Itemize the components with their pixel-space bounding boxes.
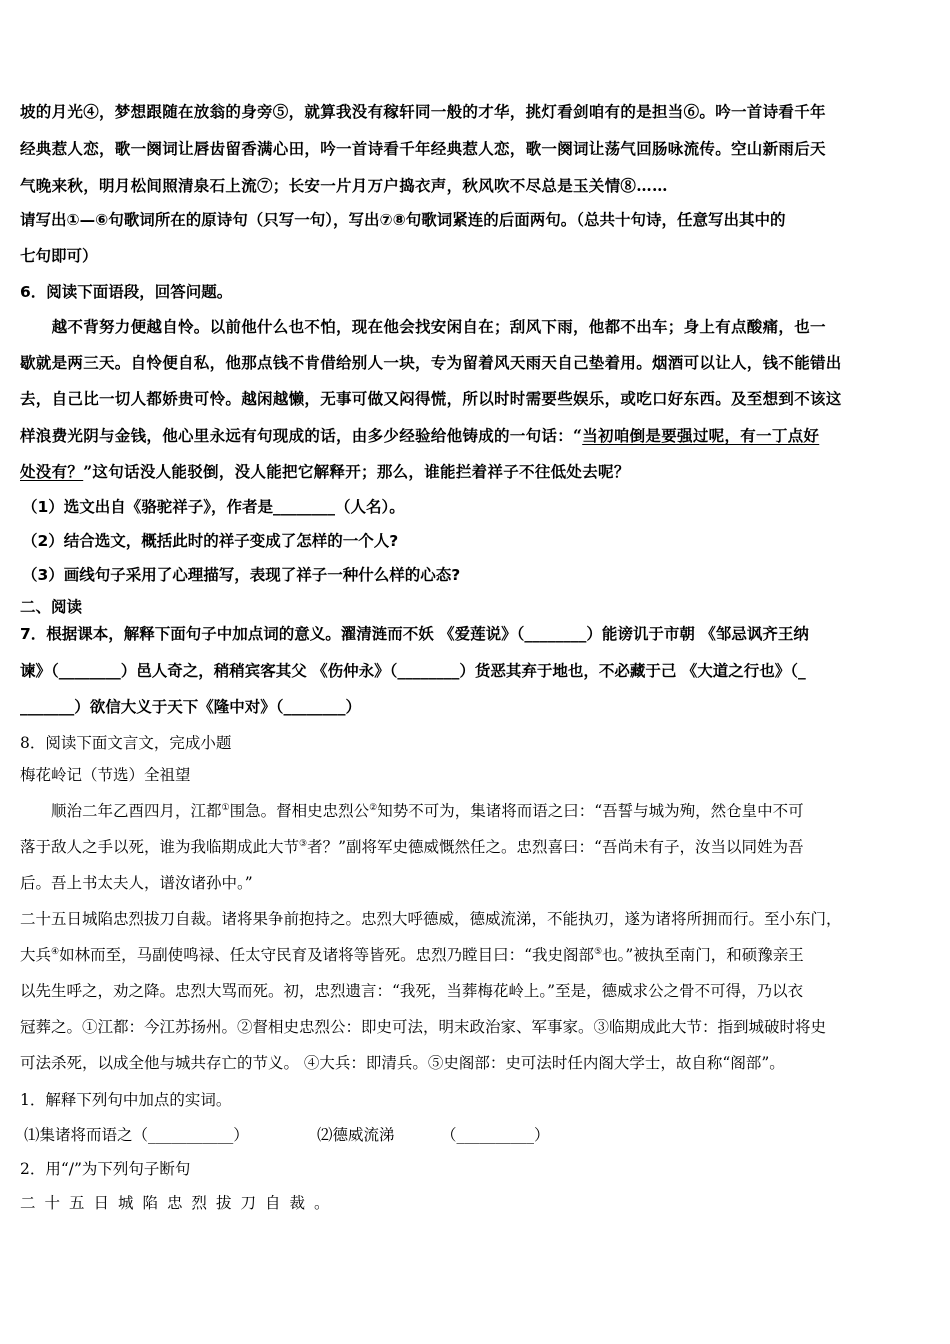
q8-passage-line-1	[20, 801, 804, 821]
q6-passage-text: ”这句话没人能驳倒，没人能把它解释开；那么，谁能拦着祥子不往低处去呢？	[83, 462, 630, 481]
q6-title: 6．阅读下面语段，回答问题。	[20, 283, 233, 301]
q8-text: 也。”被执至南门，和硕豫亲王	[602, 946, 804, 964]
q7-line-3: _______）欲信大义于天下《隆中对》（________）	[20, 698, 362, 716]
q6-underlined-sentence-part2: 处没有？	[20, 462, 84, 481]
q8-passage-line-5	[20, 945, 804, 965]
footnote-mark-2: ②	[369, 803, 378, 813]
q8-subquestion-1a: ⑴集诸将而语之（___________）	[24, 1126, 249, 1144]
q6-passage-text: 样浪费光阴与金钱，他心里永远有句现成的话，由多少经验给他铸成的一句话：“	[20, 426, 583, 445]
q6-passage-line-2: 歇就是两三天。自怜便自私，他那点钱不肯借给别人一块，专为留着风天雨天自己垫着用。烟酒可以让人，钱不能错出	[20, 353, 842, 372]
q8-subquestion-2-sentence: 二十五日城陷忠烈拔刀自裁。	[20, 1194, 339, 1212]
q6-subquestion-2: （2）结合选文，概括此时的祥子变成了怎样的一个人?	[22, 532, 399, 550]
lyrics-line-2: 经典惹人恋，歌一阕词让唇齿留香满心田，吟一首诗看千年经典惹人恋，歌一阕词让荡气回肠咏流传。空山新雨后天	[20, 139, 826, 158]
q6-passage-line-1: 越不背努力便越自怜。以前他什么也不怕，现在他会找安闲自在；刮风下雨，他都不出车；身上有点酸痛，也一	[20, 317, 826, 336]
q8-footnotes-line-1: 冠葬之。①江都：今江苏扬州。②督相史忠烈公：即史可法，明末政治家、军事家。③临期成此大节：指到城破时将史	[20, 1018, 827, 1036]
q8-subquestion-1b: ⑵德威流涕	[317, 1126, 395, 1144]
q6-passage-line-5	[20, 462, 630, 482]
q8-text: 者？”副将军史德威慨然任之。忠烈喜曰：“吾尚未有子，汝当以同姓为吾	[307, 838, 804, 856]
footnote-mark-5: ⑤	[594, 947, 603, 957]
q8-footnotes-line-2: 可法杀死，以成全他与城共存亡的节义。 ④大兵：即清兵。⑤史阁部：史可法时任内阁大学士，故自称“阁部”。	[20, 1054, 785, 1072]
q6-passage-line-4	[20, 426, 819, 446]
lyrics-line-3: 气晚来秋，明月松间照清泉石上流⑦；长安一片月万户捣衣声，秋风吹不尽总是玉关情⑧……	[20, 176, 668, 195]
q6-underlined-sentence-part1: 当初咱倒是要强过呢，有一丁点好	[582, 426, 820, 445]
lyrics-instruction-line-1: 请写出①—⑥句歌词所在的原诗句（只写一句），写出⑦⑧句歌词紧连的后面两句。（总共十句诗，任意写出其中的	[20, 211, 786, 229]
q8-passage-line-3: 后。吾上书太夫人，谱汝诸孙中。”	[20, 874, 253, 892]
q7-line-1: 7．根据课本，解释下面句子中加点词的意义。濯清涟而不妖 《爱莲说》（________）能谤讥于市朝 《邹忌讽齐王纳	[20, 625, 809, 643]
footnote-mark-3: ③	[299, 839, 308, 849]
section-heading-reading: 二、阅读	[20, 598, 83, 616]
q8-text: 围急。督相史忠烈公	[229, 802, 370, 820]
q8-text: 知势不可为，集诸将而语之曰：“吾誓与城为殉，然仓皇中不可	[377, 802, 804, 820]
q8-subquestion-1: 1．解释下列句中加点的实词。	[20, 1091, 232, 1109]
footnote-mark-1: ①	[221, 803, 230, 813]
q8-passage-line-4: 二十五日城陷忠烈拔刀自裁。诸将果争前抱持之。忠烈大呼德威，德威流涕，不能执刃，遂为诸将所拥而行。至小东门，	[20, 910, 842, 928]
q8-title: 8．阅读下面文言文，完成小题	[20, 734, 232, 752]
q8-text: 大兵	[20, 946, 52, 964]
q6-subquestion-3: （3）画线句子采用了心理描写，表现了祥子一种什么样的心态?	[22, 566, 461, 584]
q8-subquestion-2: 2．用“/”为下列句子断句	[20, 1160, 191, 1178]
q8-text: 如林而至，马副使鸣禄、任太守民育及诸将等皆死。忠烈乃瞠目曰：“我史阁部	[59, 946, 595, 964]
q8-text: 顺治二年乙酉四月，江都	[20, 802, 222, 820]
q8-passage-title: 梅花岭记（节选）全祖望	[20, 766, 191, 784]
lyrics-line-1: 坡的月光④，梦想跟随在放翁的身旁⑤，就算我没有稼轩同一般的才华，挑灯看剑咱有的是担当⑥。吟一首诗看千年	[20, 102, 826, 121]
q6-passage-line-3: 去，自己比一切人都娇贵可怜。越闲越懒，无事可做又闷得慌，所以时时需要些娱乐，或吃口好东西。及至想到不该这	[20, 389, 842, 408]
q8-subquestion-1b-blank: （__________）	[441, 1126, 550, 1144]
q6-subquestion-1: （1）选文出自《骆驼祥子》，作者是________（人名）。	[22, 498, 405, 516]
q8-passage-line-6: 以先生呼之，劝之降。忠烈大骂而死。初，忠烈遗言：“我死，当葬梅花岭上。”至是，德威求公之骨不可得，乃以衣	[20, 982, 804, 1000]
q7-line-2: 谏》（________）邑人奇之，稍稍宾客其父 《伤仲永》（________）货恶其弃于地也，不必藏于己 《大道之行也》（_	[20, 662, 806, 680]
lyrics-instruction-line-2: 七句即可）	[20, 247, 98, 265]
footnote-mark-4: ④	[51, 947, 60, 957]
q8-text: 落于敌人之手以死，谁为我临期成此大节	[20, 838, 300, 856]
q8-passage-line-2	[20, 837, 803, 857]
